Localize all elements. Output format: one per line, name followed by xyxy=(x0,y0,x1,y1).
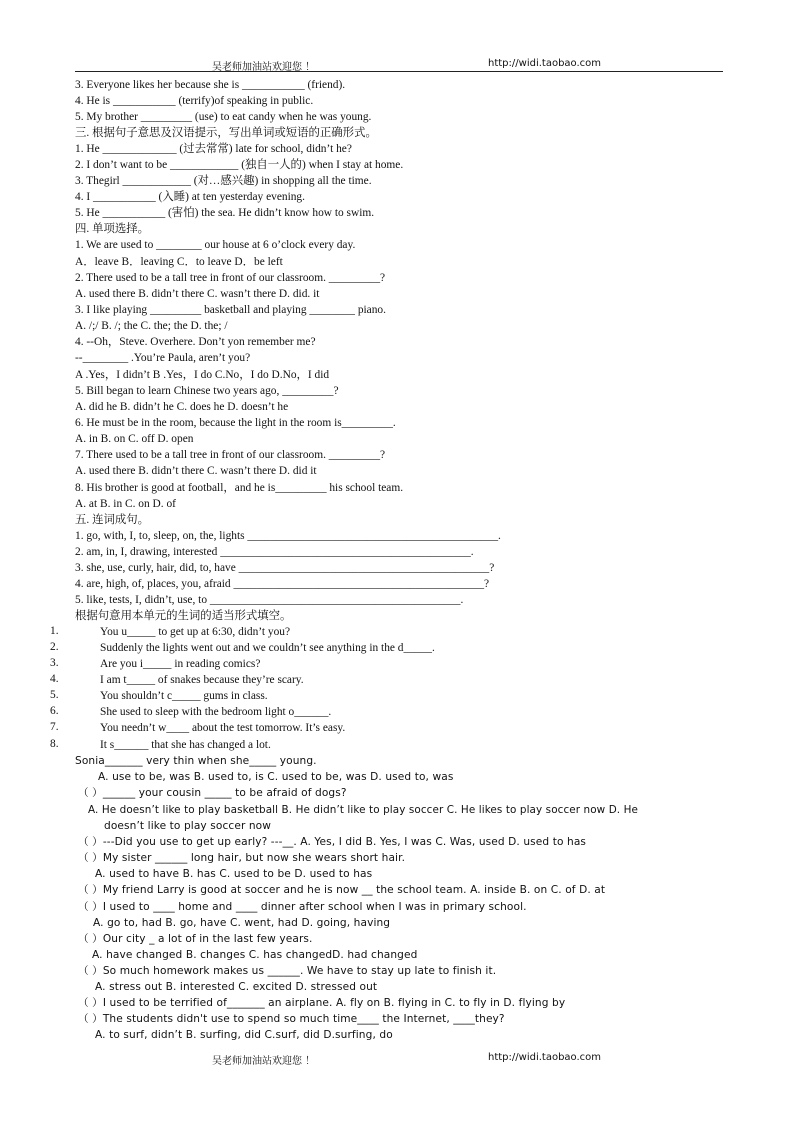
text-line: You shouldn’t c_____ gums in class. xyxy=(100,690,268,702)
text-line: （ ）Our city _ a lot of in the last few years. xyxy=(78,933,313,945)
text-line: A. used to have B. has C. used to be D. used to has xyxy=(95,868,373,880)
text-line: （ ）My sister ______ long hair, but now she wears short hair. xyxy=(78,852,406,864)
text-line: 3. I like playing _________ basketball and playing ________ piano. xyxy=(75,304,386,316)
text-line: A. used there B. didn’t there C. wasn’t there D. did. it xyxy=(75,288,320,300)
text-line: A. have changed B. changes C. has changedD. had changed xyxy=(92,949,418,961)
header-left: 吴老师加油站欢迎您 ！ xyxy=(212,62,316,73)
item-number: 8. xyxy=(50,738,59,750)
text-line: 2. There used to be a tall tree in front of our classroom. _________? xyxy=(75,272,386,284)
text-line: A. in B. on C. off D. open xyxy=(75,433,194,445)
text-line: 1. go, with, I, to, sleep, on, the, lights ____________________________________________. xyxy=(75,530,501,542)
item-number: 6. xyxy=(50,705,59,717)
text-line: 5. like, tests, I, didn’t, use, to ____________________________________________. xyxy=(75,594,464,606)
item-number: 5. xyxy=(50,689,59,701)
text-line: 6. He must be in the room, because the light in the room is_________. xyxy=(75,417,396,429)
text-line: 8. His brother is good at football，and he is_________ his school team. xyxy=(75,482,404,494)
item-number: 1. xyxy=(50,625,59,637)
text-line: A. go to, had B. go, have C. went, had D. going, having xyxy=(93,917,391,929)
section-heading: 四. 单项选择。 xyxy=(75,223,150,235)
text-line: （ ）My friend Larry is good at soccer and he is now __ the school team. A. inside B. on C. of D. at xyxy=(78,884,606,896)
text-line: （ ）The students didn't use to spend so much time____ the Internet, ____they? xyxy=(78,1013,505,1025)
text-line: A. use to be, was B. used to, is C. used to be, was D. used to, was xyxy=(98,771,454,783)
text-line: 3. she, use, curly, hair, did, to, have ____________________________________________? xyxy=(75,562,495,574)
text-line: 3. Everyone likes her because she is ___________ (friend). xyxy=(75,79,346,91)
text-line: 1. We are used to ________ our house at 6 o’clock every day. xyxy=(75,239,356,251)
footer-right: http://widi.taobao.com xyxy=(488,1052,602,1063)
section-heading: 三. 根据句子意思及汉语提示，写出单词或短语的正确形式。 xyxy=(75,127,377,139)
text-line: 5. Bill began to learn Chinese two years ago, _________? xyxy=(75,385,339,397)
text-line: A .Yes，I didn’t B .Yes，I do C.No，I do D.No，I did xyxy=(75,369,330,381)
text-line: 7. There used to be a tall tree in front of our classroom. _________? xyxy=(75,449,386,461)
item-number: 3. xyxy=(50,657,59,669)
header-rule xyxy=(75,71,723,72)
text-line: --________ .You’re Paula, aren’t you? xyxy=(75,352,251,364)
text-line: （ ）I used to be terrified of_______ an airplane. A. fly on B. flying in C. to fly in D. flying by xyxy=(78,997,566,1009)
text-line: 4. are, high, of, places, you, afraid ____________________________________________? xyxy=(75,578,490,590)
text-line: Sonia_______ very thin when she_____ young. xyxy=(75,755,317,767)
section-heading: 根据句意用本单元的生词的适当形式填空。 xyxy=(75,610,292,622)
footer-left: 吴老师加油站欢迎您 ！ xyxy=(212,1056,316,1067)
text-line: She used to sleep with the bedroom light o______. xyxy=(100,706,332,718)
text-line: 3. Thegirl ____________ (对…感兴趣) in shopping all the time. xyxy=(75,175,372,187)
text-line: You u_____ to get up at 6:30, didn’t you? xyxy=(100,626,291,638)
text-line: 2. am, in, I, drawing, interested ____________________________________________. xyxy=(75,546,474,558)
text-line: （ ）______ your cousin _____ to be afraid of dogs? xyxy=(78,787,347,799)
section-heading: 五. 连词成句。 xyxy=(75,514,150,526)
text-line: A. did he B. didn’t he C. does he D. doesn’t he xyxy=(75,401,289,413)
text-line: 4. I ___________ (入睡) at ten yesterday evening. xyxy=(75,191,305,203)
text-line: I am t_____ of snakes because they’re scary. xyxy=(100,674,304,686)
text-line: 4. He is ___________ (terrify)of speaking in public. xyxy=(75,95,314,107)
text-line: A. He doesn’t like to play basketball B. He didn’t like to play soccer C. He likes to play soccer now D. He xyxy=(88,804,639,816)
item-number: 4. xyxy=(50,673,59,685)
text-line: 2. I don’t want to be ____________ (独自一人的) when I stay at home. xyxy=(75,159,404,171)
text-line: A. stress out B. interested C. excited D. stressed out xyxy=(95,981,378,993)
text-line: A. used there B. didn’t there C. wasn’t there D. did it xyxy=(75,465,317,477)
text-line: It s______ that she has changed a lot. xyxy=(100,739,271,751)
item-number: 2. xyxy=(50,641,59,653)
text-line: （ ）I used to ____ home and ____ dinner after school when I was in primary school. xyxy=(78,901,527,913)
text-line: Suddenly the lights went out and we couldn’t see anything in the d_____. xyxy=(100,642,435,654)
text-line: A. to surf, didn’t B. surfing, did C.surf, did D.surfing, do xyxy=(95,1029,393,1041)
text-line: A．leave B．leaving C．to leave D．be left xyxy=(75,256,283,268)
text-line: A. at B. in C. on D. of xyxy=(75,498,176,510)
text-line: 5. He ___________ (害怕) the sea. He didn’t know how to swim. xyxy=(75,207,375,219)
text-line: （ ）---Did you use to get up early? ---__. A. Yes, I did B. Yes, I was C. Was, used D. used to has xyxy=(78,836,587,848)
header-right: http://widi.taobao.com xyxy=(488,58,602,69)
text-line: 5. My brother _________ (use) to eat candy when he was young. xyxy=(75,111,372,123)
text-line: You needn’t w____ about the test tomorrow. It’s easy. xyxy=(100,722,346,734)
text-line: 1. He _____________ (过去常常) late for school, didn’t he? xyxy=(75,143,352,155)
text-line: 4. --Oh，Steve. Overhere. Don’t yon remember me? xyxy=(75,336,316,348)
text-line: （ ）So much homework makes us ______. We have to stay up late to finish it. xyxy=(78,965,497,977)
text-line: A. /;/ B. /; the C. the; the D. the; / xyxy=(75,320,228,332)
text-line: doesn’t like to play soccer now xyxy=(104,820,272,832)
item-number: 7. xyxy=(50,721,59,733)
text-line: Are you i_____ in reading comics? xyxy=(100,658,261,670)
